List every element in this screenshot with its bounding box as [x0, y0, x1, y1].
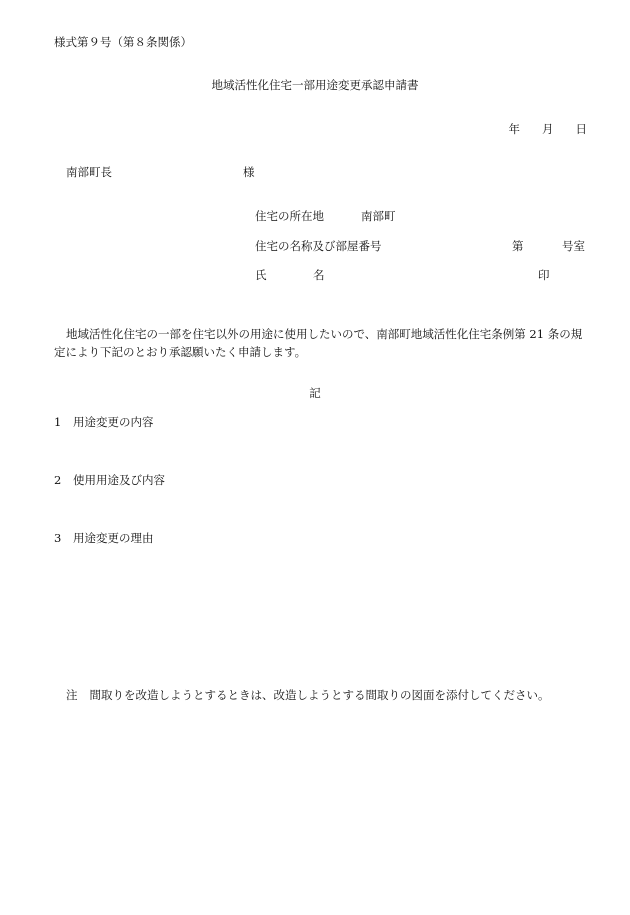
item-number: 3	[54, 531, 62, 545]
honorific: 様	[243, 165, 255, 179]
addressee: 南部町長	[66, 165, 112, 179]
item-label: 用途変更の内容	[73, 415, 154, 429]
item-3	[54, 533, 154, 545]
form-number: 様式第９号（第８条関係）	[54, 35, 192, 49]
date-day: 日	[575, 122, 587, 136]
footnote-prefix: 注	[66, 688, 78, 702]
application-body-text: 地域活性化住宅の一部を住宅以外の用途に使用したいので、南部町地域活性化住宅条例第 21 条の規定により下記のとおり承認願いたく申請します。	[54, 327, 583, 359]
footnote	[66, 690, 550, 702]
item-number: 1	[54, 415, 62, 429]
item-2	[54, 475, 165, 487]
item-label: 用途変更の理由	[73, 531, 154, 545]
footnote-text: 間取りを改造しようとするときは、改造しようとする間取りの図面を添付してください。	[89, 688, 550, 702]
name-label-family: 氏	[255, 268, 267, 282]
room-prefix: 第	[512, 239, 524, 253]
item-label: 使用用途及び内容	[73, 473, 165, 487]
item-1	[54, 417, 154, 429]
item-number: 2	[54, 473, 62, 487]
ki-heading: 記	[309, 386, 321, 400]
document-title: 地域活性化住宅一部用途変更承認申請書	[211, 78, 419, 92]
date-month: 月	[542, 122, 554, 136]
room-suffix: 号室	[562, 239, 585, 253]
date-line	[509, 124, 588, 136]
address-value: 南部町	[361, 209, 396, 223]
seal-mark: 印	[538, 268, 550, 282]
address-label: 住宅の所在地	[255, 209, 324, 223]
date-year: 年	[508, 122, 520, 136]
name-room-label: 住宅の名称及び部屋番号	[255, 239, 382, 253]
name-label-given: 名	[313, 268, 325, 282]
